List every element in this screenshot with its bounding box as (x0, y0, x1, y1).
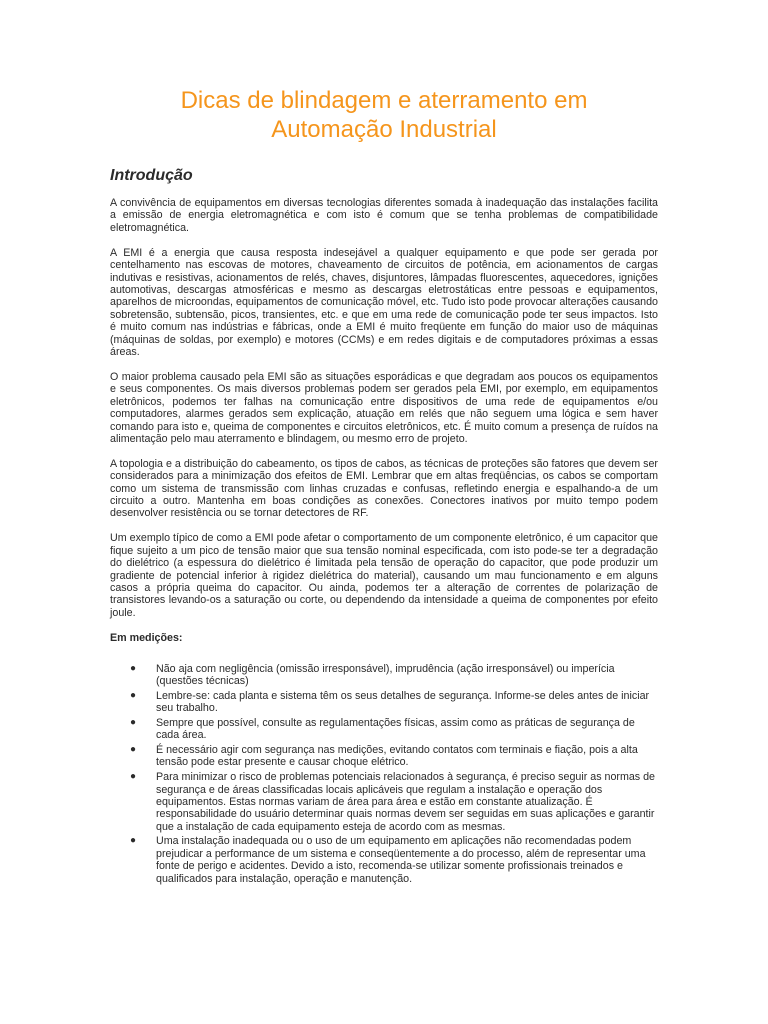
paragraph-4: A topologia e a distribuição do cabeamento, os tipos de cabos, as técnicas de proteções são fatores que devem ser considerados para a minimização dos efeitos de EMI. Lembrar que em altas freqüências, os cabos se comportam como um sistema de transmissão com linhas cruzadas e confusas, refletindo energia e espalhando-a de um circuito a outro. Mantenha em boas condições as conexões. Conectores inativos por muito tempo podem desenvolver resistência ou se tornar detectores de RF. (110, 457, 658, 520)
bullet-icon: ● (130, 771, 137, 783)
document-title-line-1: Dicas de blindagem e aterramento em (180, 87, 588, 114)
list-item-text: É necessário agir com segurança nas medições, evitando contatos com terminais e fiação, pois a alta tensão pode estar presente e causar choque elétrico. (156, 744, 638, 769)
bullet-icon: ● (130, 716, 137, 728)
intro-heading: Introdução (110, 167, 193, 184)
list-item (110, 744, 658, 769)
measurements-heading: Em medições: (110, 631, 183, 644)
list-item (110, 835, 658, 885)
bullet-icon: ● (130, 744, 137, 756)
list-item-text: Lembre-se: cada planta e sistema têm os seus detalhes de segurança. Informe-se deles antes de iniciar seu trabalho. (156, 689, 650, 715)
measurements-list (110, 663, 658, 885)
paragraph-3: O maior problema causado pela EMI são as situações esporádicas e que degradam aos poucos os equipamentos e seus componentes. Os mais diversos problemas podem ser gerados pela EMI, por exemplo, em equipamentos eletrônicos, podemos ter falhas na comunicação entre dispositivos de uma rede de equipamentos e/ou computadores, alarmes gerados sem explicação, atuação em relés que não seguem uma lógica e sem haver comando para isto e, queima de componentes e circuitos eletrônicos, etc. É muito comum a presença de ruídos na alimentação pelo mau aterramento e blindagem, ou mesmo erro de projeto. (110, 370, 658, 445)
list-item-text: Sempre que possível, consulte as regulamentações físicas, assim como as práticas de segurança de cada área. (156, 716, 635, 742)
document-title (110, 86, 658, 144)
document-title-line-2: Automação Industrial (271, 116, 497, 143)
list-item (110, 717, 658, 742)
bullet-icon: ● (130, 689, 137, 701)
list-item-text: Para minimizar o risco de problemas potenciais relacionados à segurança, é preciso seguir as normas de segurança e de áreas classificadas locais aplicáveis que regulam a instalação e operação dos equipamentos. Estas normas variam de área para área e estão em constante atualização. É responsabilidade do usuário determinar quais normas devem ser seguidas em suas aplicações e garantir que a instalação de cada equipamento esteja de acordo com as mesmas. (156, 771, 655, 833)
list-item-text: Uma instalação inadequada ou o uso de um equipamento em aplicações não recomendadas podem prejudicar a performance de um sistema e conseqüentemente a do processo, além de representar uma fonte de perigo e acidentes. Devido a isto, recomenda-se utilizar somente profissionais treinados e qualificados para instalação, operação e manutenção. (156, 835, 646, 885)
list-item (110, 690, 658, 715)
list-item-text: Não aja com negligência (omissão irresponsável), imprudência (ação irresponsável) ou imperícia (questões técnicas) (156, 662, 615, 688)
paragraph-5: Um exemplo típico de como a EMI pode afetar o comportamento de um componente eletrônico, é um capacitor que fique sujeito a um pico de tensão maior que sua tensão nominal especificada, com isto pode-se ter a degradação do dielétrico (a espessura do dielétrico é limitada pela tensão de operação do capacitor, que pode produzir um gradiente de potencial inferior à rigidez dielétrica do material), causando um mau funcionamento e em alguns casos a própria queima do capacitor. Ou ainda, podemos ter a alteração de correntes de polarização de transistores levando-os a saturação ou corte, ou dependendo da intensidade a queima de componentes por efeito joule. (110, 532, 658, 619)
bullet-icon: ● (130, 835, 137, 847)
paragraph-1: A convivência de equipamentos em diversas tecnologias diferentes somada à inadequação das instalações facilita a emissão de energia eletromagnética e com isto é comum que se tenha problemas de compatibilidade eletromagnética. (110, 197, 658, 234)
list-item (110, 771, 658, 833)
bullet-icon: ● (130, 662, 137, 674)
list-item (110, 663, 658, 688)
document-page (110, 86, 658, 887)
paragraph-2: A EMI é a energia que causa resposta indesejável a qualquer equipamento e que pode ser gerada por centelhamento nas escovas de motores, chaveamento de circuitos de potência, em acionamentos de cargas indutivas e resistivas, acionamentos de relés, chaves, disjuntores, lâmpadas fluorescentes, aquecedores, ignições automotivas, descargas atmosféricas e mesmo as descargas eletrostáticas entre pessoas e equipamentos, aparelhos de microondas, equipamentos de comunicação móvel, etc. Tudo isto pode provocar alterações causando sobretensão, subtensão, picos, transientes, etc. e que em uma rede de comunicação pode ter seus impactos. Isto é muito comum nas indústrias e fábricas, onde a EMI é muito freqüente em função do maior uso de máquinas (máquinas de soldas, por exemplo) e motores (CCMs) e em redes digitais e de computadores próximas a essas áreas. (110, 246, 658, 358)
